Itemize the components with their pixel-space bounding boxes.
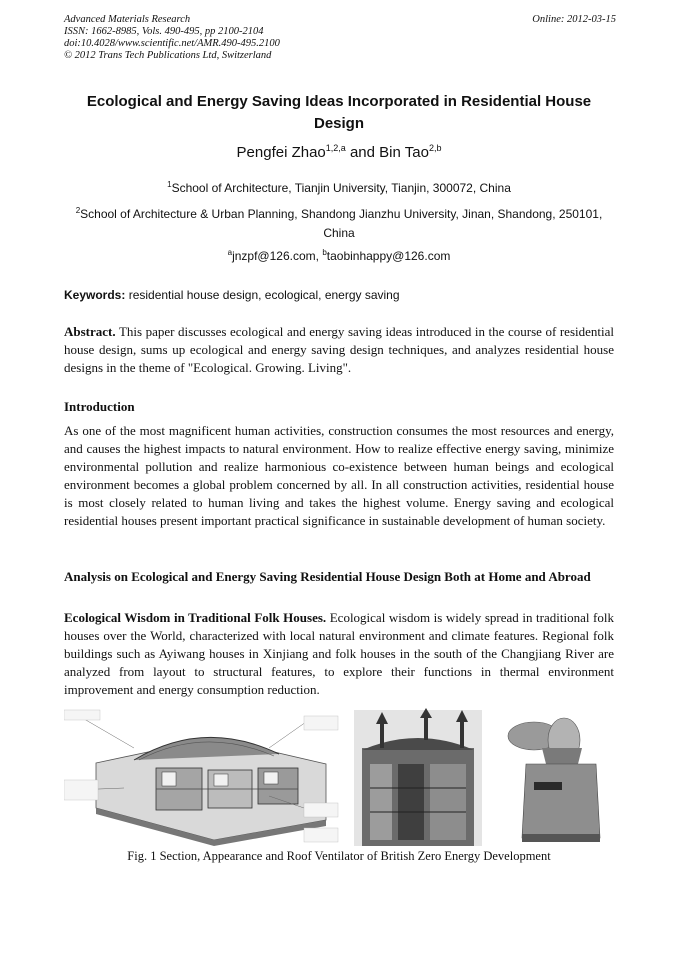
- affiliation-2-line-1: School of Architecture & Urban Planning, Shandong Jianzhu University, Jinan, Shandong, 250101,: [80, 207, 603, 221]
- journal-doi: doi:10.4028/www.scientific.net/AMR.490-495.2100: [64, 38, 280, 49]
- journal-header: [64, 14, 616, 62]
- affiliation-2-line-2: China: [323, 226, 355, 240]
- journal-copyright: © 2012 Trans Tech Publications Ltd, Switzerland: [64, 50, 272, 61]
- figure-1: [64, 708, 614, 848]
- online-date: Online: 2012-03-15: [532, 14, 616, 25]
- house-section-drawing: [64, 710, 338, 846]
- figure-1-images: [64, 708, 614, 848]
- author-2: Bin Tao: [379, 144, 429, 161]
- author-list: [64, 143, 614, 163]
- abstract: [64, 323, 614, 377]
- section-heading-analysis: Analysis on Ecological and Energy Saving Residential House Design Both at Home and Abroad: [64, 569, 591, 584]
- keywords-text: residential house design, ecological, energy saving: [125, 288, 400, 302]
- affiliation-2: [64, 205, 614, 243]
- analysis-text: Ecological wisdom is widely spread in traditional folk houses over the World, characterized with local natural environment and climate features. Regional folk buildings such as Ayiwang houses in Xinjiang and folk houses in the south of the Changjiang River are analyzed from layout to structural features, to explore their functions in thermal environment improvement and energy consumption reduction.: [64, 610, 614, 697]
- paper-title: [64, 91, 614, 135]
- email-b: taobinhappy@126.com: [326, 249, 451, 263]
- author-conjunction: and: [345, 144, 380, 161]
- affiliation-1-mark: 1: [167, 180, 172, 189]
- journal-issn: ISSN: 1662-8985, Vols. 490-495, pp 2100-2104: [64, 26, 264, 37]
- email-b-mark: b: [322, 248, 327, 257]
- title-line-1: Ecological and Energy Saving Ideas Incorporated in Residential House: [86, 93, 592, 110]
- section-heading-introduction: Introduction: [64, 399, 135, 414]
- keywords: [64, 287, 614, 303]
- email-a-mark: a: [227, 248, 233, 257]
- journal-name: Advanced Materials Research: [64, 14, 191, 25]
- keywords-label: Keywords:: [64, 288, 126, 302]
- affiliation-1: [64, 179, 614, 198]
- title-line-2: Design: [313, 115, 364, 132]
- affiliation-2-mark: 2: [75, 206, 81, 215]
- abstract-text: This paper discusses ecological and energy saving ideas introduced in the course of residential house design, sums up ecological and energy saving design techniques, and analyzes residential house designs in the theme of "Ecological. Growing. Living".: [64, 324, 614, 375]
- email-a: jnzpf@126.com,: [232, 249, 323, 263]
- analysis-paragraph: [64, 609, 614, 699]
- figure-1-caption: Fig. 1 Section, Appearance and Roof Ventilator of British Zero Energy Development: [127, 849, 551, 863]
- abstract-label: Abstract.: [64, 324, 116, 339]
- author-2-affiliation-mark: 2,b: [428, 143, 442, 153]
- roof-ventilator-photo: [500, 710, 614, 846]
- building-appearance-photo: [354, 708, 482, 846]
- affiliation-1-text: School of Architecture, Tianjin University, Tianjin, 300072, China: [171, 181, 511, 195]
- subsection-label: Ecological Wisdom in Traditional Folk Houses.: [64, 610, 327, 625]
- author-emails: [64, 247, 614, 266]
- introduction-paragraph: As one of the most magnificent human activities, construction consumes the most resources and energy, and causes the highest impacts to natural environment. How to realize effective energy saving, minimize environmental pollution and realize harmonious co-existence between human beings and ecological environment becomes a global problem concerned by all. In all construction activities, residential house is most closely related to human living and takes the highest volume. Energy saving and ecological residential houses present important practical significance in sustainable development of human society.: [64, 423, 614, 528]
- author-1: Pengfei Zhao: [236, 144, 326, 161]
- author-1-affiliation-mark: 1,2,a: [325, 143, 346, 153]
